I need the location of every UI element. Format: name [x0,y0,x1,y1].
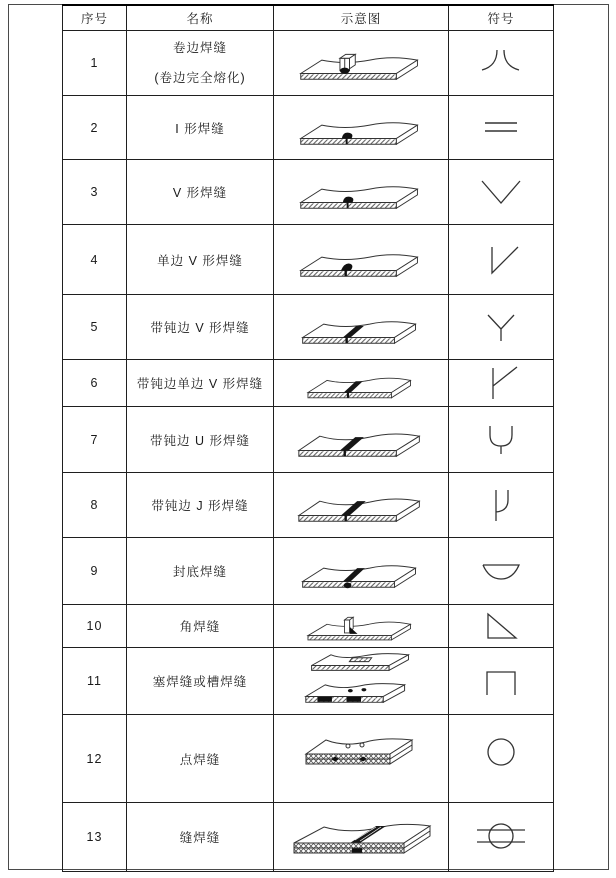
single-bevel-v-weld-broad-root-symbol-icon [471,362,531,404]
v-weld-symbol-icon [471,172,531,212]
j-weld-broad-root-schematic [286,483,436,527]
table-row [63,407,554,473]
weld-name: 带钝边 V 形焊缝 [127,295,274,360]
v-weld-broad-root-schematic [286,305,436,349]
schematic-cell [274,538,449,605]
row-number: 10 [63,605,127,648]
schematic-cell [274,473,449,538]
row-number: 7 [63,407,127,473]
table-row [63,605,554,648]
flanged-edge-weld-symbol-icon [471,43,531,83]
row-number: 5 [63,295,127,360]
fillet-weld-schematic [286,606,436,646]
table-row [63,295,554,360]
table-row [63,473,554,538]
single-bevel-v-weld-symbol-icon [471,240,531,280]
u-weld-broad-root-schematic [286,418,436,462]
weld-name: 带钝边 U 形焊缝 [127,407,274,473]
weld-name: 塞焊缝或槽焊缝 [127,648,274,715]
symbol-cell [449,160,554,225]
flanged-edge-weld-schematic [286,41,436,85]
single-bevel-v-weld-broad-root-schematic [286,363,436,403]
row-number: 3 [63,160,127,225]
symbol-cell [449,648,554,715]
row-number: 11 [63,648,127,715]
single-bevel-v-weld-schematic [286,238,436,282]
weld-name: 缝焊缝 [127,803,274,872]
spot-weld-schematic [286,726,436,778]
header-number: 序号 [63,5,127,31]
schematic-cell [274,407,449,473]
symbol-cell [449,605,554,648]
row-number: 6 [63,360,127,407]
backing-weld-schematic [286,549,436,593]
weld-name: 角焊缝 [127,605,274,648]
symbol-cell [449,360,554,407]
symbol-cell [449,473,554,538]
weld-name: V 形焊缝 [127,160,274,225]
j-weld-broad-root-symbol-icon [471,484,531,526]
fillet-weld-symbol-icon [471,606,531,646]
weld-name [127,31,274,96]
table-row [63,225,554,295]
schematic-cell [274,360,449,407]
schematic-cell [274,160,449,225]
schematic-cell [274,31,449,96]
plug-or-slot-weld-symbol-icon [471,660,531,702]
spot-weld-symbol-icon [471,731,531,773]
row-number: 13 [63,803,127,872]
weld-name: 单边 V 形焊缝 [127,225,274,295]
weld-name-line2: (卷边完全熔化) [154,70,246,85]
header-row [63,5,554,31]
header-name: 名称 [127,5,274,31]
schematic-cell [274,803,449,872]
u-weld-broad-root-symbol-icon [471,419,531,461]
table-row [63,803,554,872]
table-row [63,538,554,605]
symbol-cell [449,538,554,605]
seam-weld-schematic [286,811,436,863]
weld-name: 带钝边单边 V 形焊缝 [127,360,274,407]
table-row [63,360,554,407]
row-number: 9 [63,538,127,605]
square-butt-weld-symbol-icon [471,108,531,148]
table-row [63,96,554,160]
table-row [63,715,554,803]
seam-weld-symbol-icon [471,816,531,858]
weld-name: 带钝边 J 形焊缝 [127,473,274,538]
header-schematic: 示意图 [274,5,449,31]
symbol-cell [449,407,554,473]
weld-name-line1: 卷边焊缝 [172,40,227,55]
symbol-cell [449,803,554,872]
schematic-cell [274,648,449,715]
schematic-cell [274,96,449,160]
weld-name: 封底焊缝 [127,538,274,605]
schematic-cell [274,715,449,803]
schematic-cell [274,605,449,648]
symbol-cell [449,295,554,360]
plug-or-slot-weld-schematic [286,650,436,712]
row-number: 4 [63,225,127,295]
schematic-cell [274,295,449,360]
v-weld-schematic [286,170,436,214]
header-symbol: 符号 [449,5,554,31]
table-row [63,648,554,715]
backing-weld-symbol-icon [471,551,531,591]
weld-name: 点焊缝 [127,715,274,803]
square-butt-weld-schematic [286,106,436,150]
table-row [63,160,554,225]
symbol-cell [449,96,554,160]
row-number: 1 [63,31,127,96]
symbol-cell [449,31,554,96]
weld-seam-symbol-table [62,4,554,872]
row-number: 8 [63,473,127,538]
v-weld-broad-root-symbol-icon [471,307,531,347]
row-number: 2 [63,96,127,160]
row-number: 12 [63,715,127,803]
symbol-cell [449,225,554,295]
table-row [63,31,554,96]
schematic-cell [274,225,449,295]
symbol-cell [449,715,554,803]
weld-name: I 形焊缝 [127,96,274,160]
